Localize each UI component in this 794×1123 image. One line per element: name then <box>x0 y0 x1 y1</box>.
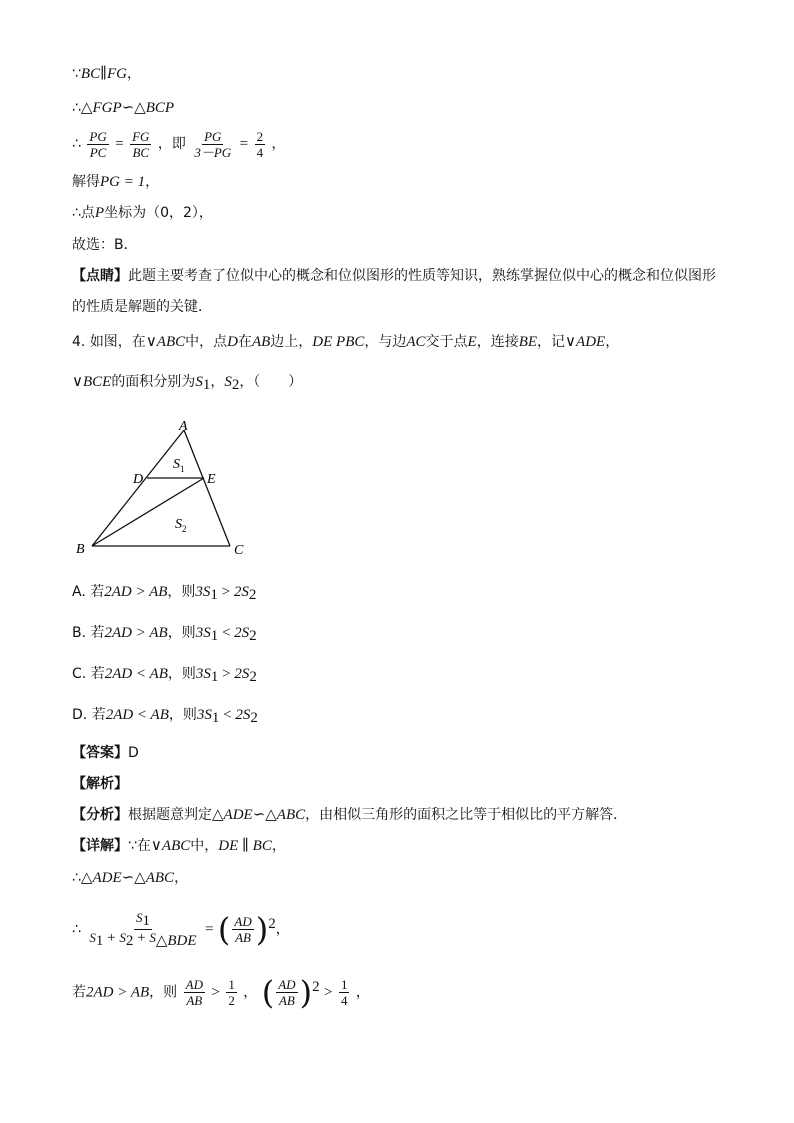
analysis-line <box>72 774 128 794</box>
area-ratio-equation: ∴ $\frac{S_1}{S_1 + S_2 + S_{\triangle BDE}}$ = ( $\frac{AD}{AB}$ )$^2$， <box>72 910 290 950</box>
label-a: A <box>179 419 188 434</box>
therefore-symbol: ∴ <box>72 100 81 116</box>
fenxi-line: 【分析】根据题意判定△ADE∽△ABC，由相似三角形的面积之比等于相似比的平方解答． <box>72 807 628 823</box>
fraction-2-4: $\frac{2}{4}$ <box>256 128 264 160</box>
math-bc-fg: BC∥FG <box>80 66 128 82</box>
label-s2: $S_2$ <box>175 517 187 534</box>
dianjing-line-1: 【点睛】此题主要考查了位似中心的概念和位似图形的性质等知识，熟练掌握位似中心的概念和位似图形 <box>72 268 716 284</box>
answer-line <box>72 743 139 763</box>
dianjing-line-2: 的性质是解题的关键． <box>72 299 212 315</box>
label-b: B <box>76 542 85 557</box>
math-pg-1: PG = 1 <box>100 174 146 190</box>
triangle-figure <box>70 412 260 562</box>
question-number: 4. <box>72 334 86 350</box>
side-ab <box>92 430 184 546</box>
segment-be <box>92 478 204 546</box>
fraction-ad-ab: $\frac{AD}{AB}$ <box>234 914 252 946</box>
option-d[interactable]: D. 若2AD < AB，则$3S_1 < 2S_2$ <box>72 707 258 726</box>
dianjing-tag: 【点睛】 <box>72 268 128 284</box>
option-b[interactable]: B. 若2AD > AB，则$3S_1 < 2S_2$ <box>72 625 257 644</box>
math-similar: △FGP∽△BCP <box>80 100 175 116</box>
line-bc-parallel-fg: ∵BC∥FG， <box>72 66 142 82</box>
line-choose-b: 故选：B． <box>72 237 138 253</box>
because-symbol: ∵ <box>72 66 81 82</box>
question-4-line-2: ∨BCE的面积分别为$S_1$，$S_2$，（ ） <box>72 374 303 393</box>
fraction-ad-ab-1: $\frac{AD}{AB}$ <box>185 977 203 1009</box>
inference-line: 若2AD > AB，则 $\frac{AD}{AB}$ > $\frac{1}{2}$ ， ( $\frac{AD}{AB}$ )$^2$ > $\frac{1}{4}$ ， <box>72 973 370 1012</box>
line-solve-pg: 解得PG = 1， <box>72 174 160 190</box>
answer-value: D <box>128 745 139 761</box>
fraction-1-2: $\frac{1}{2}$ <box>228 977 235 1009</box>
similar-line: ∴△ADE∽△ABC， <box>72 870 189 886</box>
answer-tag: 【答案】 <box>72 745 128 761</box>
label-c: C <box>234 543 244 558</box>
fraction-fg-bc: $\frac{FG}{BC}$ <box>132 128 150 160</box>
line-similar-fgp-bcp <box>72 98 174 118</box>
question-4-line-1: 4. 如图，在∨ABC中，点D在AB边上，DE PBC，与边AC交于点E，连接BE，记∨ADE， <box>72 334 620 350</box>
equals-sign: = <box>115 136 124 152</box>
analysis-tag: 【解析】 <box>72 776 128 792</box>
fraction-pg-pc: $\frac{PG}{PC}$ <box>89 128 107 160</box>
label-e: E <box>207 472 216 487</box>
fraction-pg-3-pg: $\frac{PG}{3-PG}$ <box>194 128 232 160</box>
option-a[interactable]: A. 若2AD > AB，则$3S_1 > 2S_2$ <box>72 584 257 603</box>
line-ratio-pg: ∴ $\frac{PG}{PC}$ = $\frac{FG}{BC}$ ，即 $\frac{PG}{3-PG}$ = $\frac{2}{4}$ ， <box>72 128 286 160</box>
line-point-p: ∴点P坐标为（0，2）， <box>72 205 213 221</box>
fraction-1-4: $\frac{1}{4}$ <box>340 977 348 1009</box>
side-ac <box>184 430 230 546</box>
label-d: D <box>133 472 144 487</box>
label-s1: $S_1$ <box>173 457 185 474</box>
xiangjie-line: 【详解】∵在∨ABC中，DE ∥ BC， <box>72 838 286 854</box>
option-c[interactable]: C. 若2AD < AB，则$3S_1 > 2S_2$ <box>72 666 257 685</box>
fraction-s1-over-sum: $\frac{S_1}{S_1 + S_2 + S_{\triangle BDE}}$ <box>89 910 197 950</box>
fraction-ad-ab-2: $\frac{AD}{AB}$ <box>278 977 296 1009</box>
